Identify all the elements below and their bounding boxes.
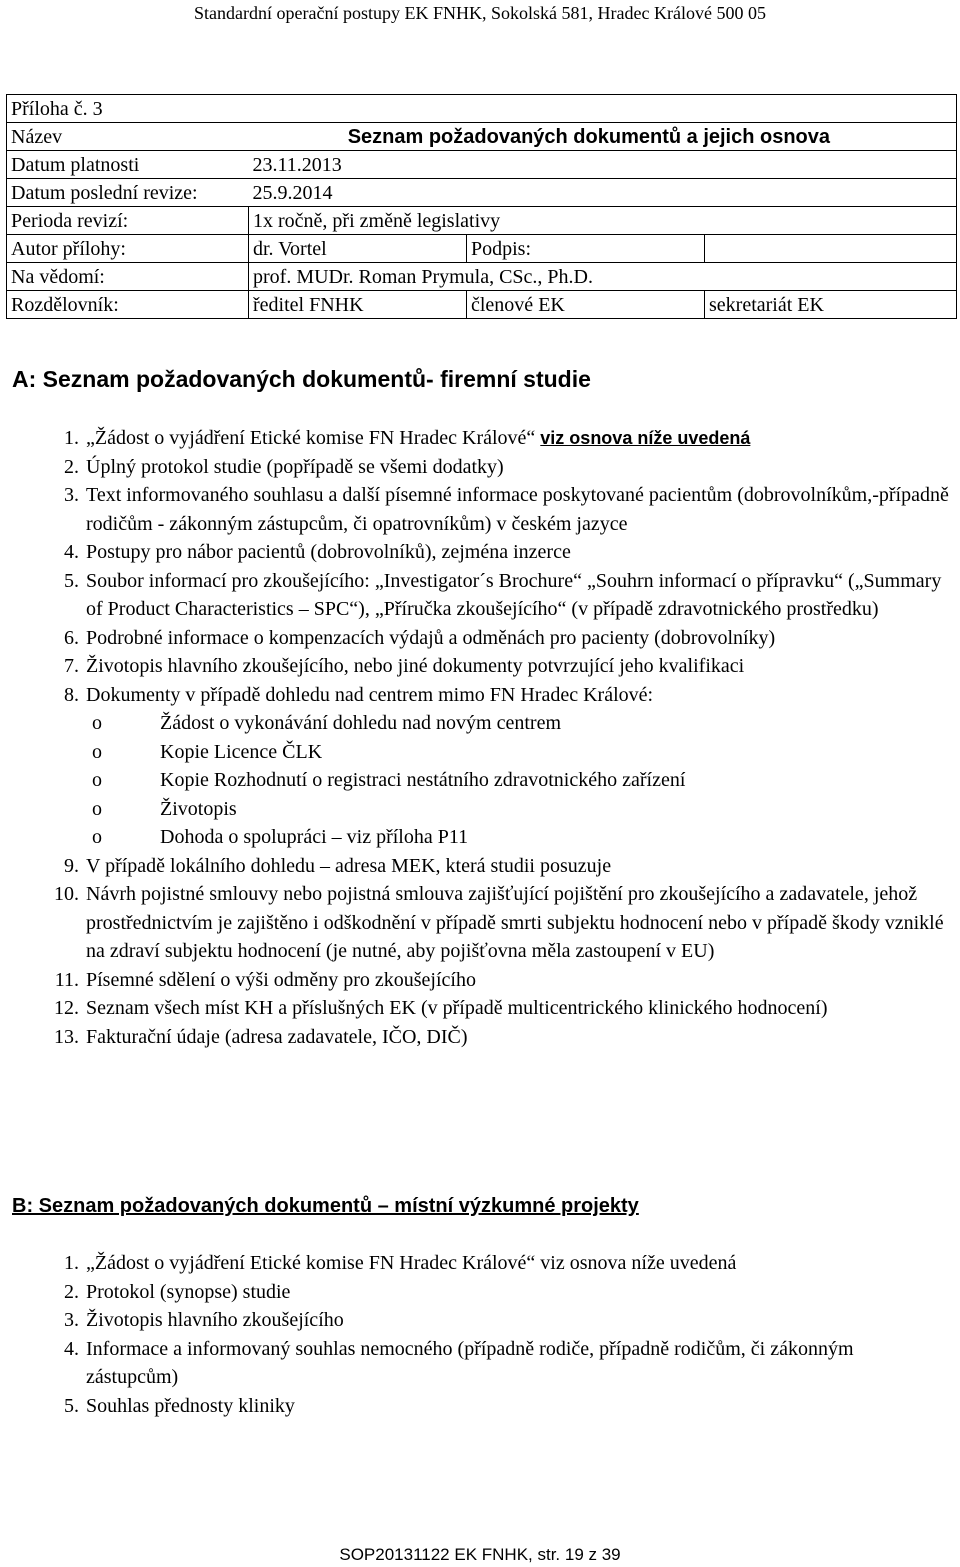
item-number: 7.	[64, 655, 79, 677]
section-b-title: B: Seznam požadovaných dokumentů – místní výzkumné projekty	[12, 1195, 639, 1217]
bullet-icon: o	[92, 712, 102, 734]
revision-value: 25.9.2014	[249, 179, 957, 207]
item-text: Souhlas přednosty kliniky	[86, 1394, 295, 1417]
list-item	[0, 966, 950, 995]
valid-label: Datum platnosti	[7, 151, 249, 179]
table-row	[7, 263, 957, 291]
revision-label: Datum poslední revize:	[7, 179, 249, 207]
list-item	[0, 681, 950, 852]
distribution-label: Rozdělovník:	[7, 291, 249, 319]
item-text: Informace a informovaný souhlas nemocného (případně rodiče, případně rodičům, či zákonným zástupcům)	[86, 1337, 854, 1388]
item-number: 3.	[64, 1309, 79, 1331]
section-a-title: A: Seznam požadovaných dokumentů- firemní studie	[12, 366, 591, 392]
list-item	[0, 880, 950, 966]
item-text: Úplný protokol studie (popřípadě se všemi dodatky)	[86, 455, 504, 478]
list-item	[0, 1306, 950, 1335]
acknowledged-value: prof. MUDr. Roman Prymula, CSc., Ph.D.	[249, 263, 957, 291]
list-item	[0, 1392, 950, 1421]
distribution-secretariat: sekretariát EK	[705, 291, 957, 319]
item-text: Postupy pro nábor pacientů (dobrovolníků), zejména inzerce	[86, 541, 571, 563]
bullet-icon: o	[92, 740, 102, 763]
signature-label: Podpis:	[467, 235, 705, 263]
item-text: Životopis hlavního zkoušejícího, nebo jiné dokumenty potvrzující jeho kvalifikaci	[86, 655, 745, 677]
item-text: „Žádost o vyjádření Etické komise FN Hradec Králové“ viz osnova níže uvedená	[86, 1252, 737, 1274]
item-number: 13.	[54, 1025, 79, 1048]
list-item	[0, 852, 950, 881]
item-number: 4.	[64, 1337, 79, 1360]
acknowledged-label: Na vědomí:	[7, 263, 249, 291]
list-item	[0, 424, 950, 453]
item-text: Dokumenty v případě dohledu nad centrem mimo FN Hradec Králové:	[86, 683, 654, 706]
item-text: Seznam všech míst KH a příslušných EK (v případě multicentrického klinického hodnocení)	[86, 997, 828, 1019]
item-number: 10.	[54, 883, 79, 905]
item-number: 9.	[64, 854, 79, 877]
item-number: 1.	[64, 427, 79, 449]
list-item	[0, 1335, 950, 1392]
item-number: 3.	[64, 484, 79, 506]
sub-item-text: Žádost o vykonávání dohledu nad novým centrem	[160, 712, 562, 734]
sub-item-text: Dohoda o spolupráci – viz příloha P11	[160, 826, 469, 848]
sub-item-text: Kopie Licence ČLK	[160, 740, 323, 763]
table-row	[7, 123, 957, 151]
bullet-icon: o	[92, 797, 102, 820]
sub-list-item	[86, 738, 950, 767]
table-row	[7, 207, 957, 235]
item-text: V případě lokálního dohledu – adresa MEK, která studii posuzuje	[86, 854, 612, 877]
list-item	[0, 1278, 950, 1307]
table-row	[7, 179, 957, 207]
table-row	[7, 291, 957, 319]
sub-list-item	[86, 795, 950, 824]
metadata-table	[6, 94, 957, 319]
item-text: „Žádost o vyjádření Etické komise FN Hradec Králové“	[86, 427, 541, 449]
outline-link: viz osnova níže uvedená	[540, 428, 751, 448]
sub-list	[86, 709, 950, 852]
distribution-director: ředitel FNHK	[249, 291, 467, 319]
list-item	[0, 1023, 950, 1052]
list-item	[0, 624, 950, 653]
table-row	[7, 151, 957, 179]
item-text: Návrh pojistné smlouvy nebo pojistná smlouva zajišťující pojištění pro zkoušejícího a zadavatele, jehož prostřednictvím je zajištěno i odškodnění v případě smrti subjektu hodnocení nebo v případě škody vzniklé na zdraví subjektu hodnocení (je nutné, aby pojišťovna měla zastoupení v EU)	[86, 883, 944, 962]
attachment-label: Příloha č. 3	[7, 95, 957, 123]
period-value: 1x ročně, při změně legislativy	[249, 207, 957, 235]
item-number: 1.	[64, 1252, 79, 1274]
page-footer: SOP20131122 EK FNHK, str. 19 z 39	[339, 1545, 621, 1564]
item-text: Písemné sdělení o výši odměny pro zkoušejícího	[86, 968, 476, 991]
page-header: Standardní operační postupy EK FNHK, Sokolská 581, Hradec Králové 500 05	[194, 3, 766, 23]
author-label: Autor přílohy:	[7, 235, 249, 263]
list-item	[0, 538, 950, 567]
period-label: Perioda revizí:	[7, 207, 249, 235]
item-text: Text informovaného souhlasu a další písemné informace poskytované pacientům (dobrovolníkům,-případně rodičům - zákonným zástupcům, či opatrovníkům) v českém jazyce	[86, 484, 949, 535]
section-b-list	[0, 1249, 950, 1420]
item-number: 4.	[64, 541, 79, 563]
item-number: 11.	[54, 968, 79, 991]
item-text: Podrobné informace o kompenzacích výdajů a odměnách pro pacienty (dobrovolníky)	[86, 626, 776, 649]
item-number: 2.	[64, 455, 79, 478]
valid-value: 23.11.2013	[249, 151, 957, 179]
distribution-members: členové EK	[467, 291, 705, 319]
document-title: Seznam požadovaných dokumentů a jejich osnova	[249, 123, 957, 151]
item-number: 12.	[54, 997, 79, 1019]
list-item	[0, 453, 950, 482]
sub-list-item	[86, 823, 950, 852]
item-number: 8.	[64, 683, 79, 706]
item-text: Protokol (synopse) studie	[86, 1280, 291, 1303]
item-text: Fakturační údaje (adresa zadavatele, IČO, DIČ)	[86, 1025, 468, 1048]
sub-item-text: Kopie Rozhodnutí o registraci nestátního zdravotnického zařízení	[160, 769, 686, 791]
name-label: Název	[7, 123, 249, 151]
list-item	[0, 567, 950, 624]
bullet-icon: o	[92, 769, 102, 791]
item-number: 5.	[64, 1394, 79, 1417]
list-item	[0, 481, 950, 538]
bullet-icon: o	[92, 826, 102, 848]
list-item	[0, 1249, 950, 1278]
section-a-list	[0, 424, 950, 1051]
table-row	[7, 95, 957, 123]
sub-list-item	[86, 709, 950, 738]
item-number: 5.	[64, 569, 79, 592]
item-text: Soubor informací pro zkoušejícího: „Investigator´s Brochure“ „Souhrn informací o přípravku“ („Summary of Product Characteristics – SPC“), „Příručka zkoušejícího“ (v případě zdravotnického prostředku)	[86, 569, 942, 620]
author-value: dr. Vortel	[249, 235, 467, 263]
list-item	[0, 994, 950, 1023]
sub-item-text: Životopis	[160, 797, 237, 820]
item-number: 2.	[64, 1280, 79, 1303]
table-row	[7, 235, 957, 263]
signature-field	[705, 235, 957, 263]
list-item	[0, 652, 950, 681]
sub-list-item	[86, 766, 950, 795]
item-number: 6.	[64, 626, 79, 649]
item-text: Životopis hlavního zkoušejícího	[86, 1309, 344, 1331]
